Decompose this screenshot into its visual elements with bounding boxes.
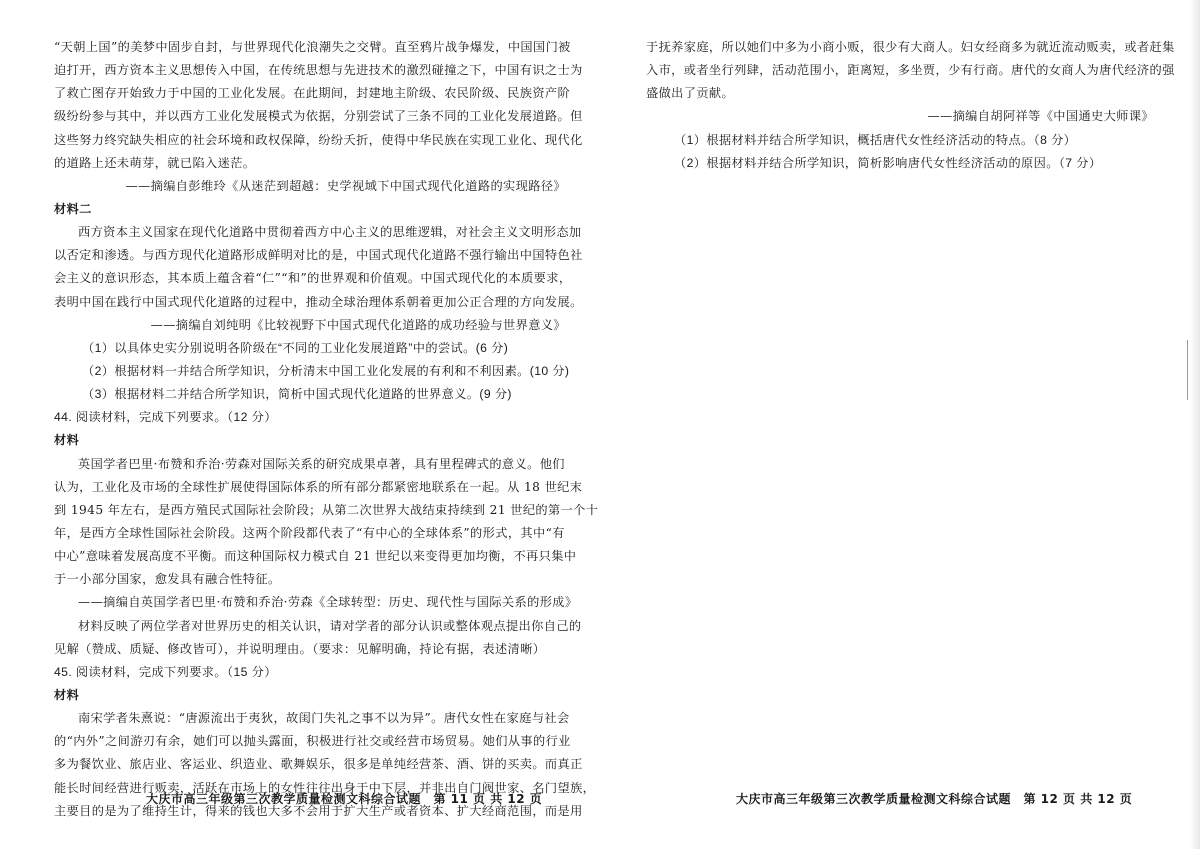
question-44-material-heading: 材料	[54, 433, 80, 448]
material1-line: “天朝上国”的美梦中固步自封，与世界现代化浪潮失之交臂。直至鸦片战争爆发，中国国门被	[54, 40, 571, 54]
q44-prompt-line: 材料反映了两位学者对世界历史的相关认识，请对学者的部分认识或整体观点提出你自己的	[78, 618, 582, 633]
material1-line: 的道路上还未萌芽，就已陷入迷茫。	[54, 155, 256, 170]
question-45-2: （2）根据材料并结合所学知识，简析影响唐代女性经济活动的原因。（7 分）	[674, 155, 1102, 170]
question-45-1: （1）根据材料并结合所学知识，概括唐代女性经济活动的特点。（8 分）	[674, 132, 1077, 147]
q45-material-line: 多为餐饮业、旅店业、客运业、织造业、歌舞娱乐，很多是单纯经营茶、酒、饼的买卖。而真正	[54, 757, 583, 772]
q45-material-line: 入市，或者坐行列肆，活动范围小，距离短，多坐贾，少有行商。唐代的女商人为唐代经济的强	[646, 63, 1175, 78]
material1-line: 级纷纷参与其中，并以西方工业化发展模式为依据，分别尝试了三条不同的工业化发展道路。但	[54, 109, 583, 124]
q44-material-line: 于一小部分国家，愈发具有融合性特征。	[54, 572, 281, 587]
material1-line: 这些努力终究缺失相应的社会环境和政权保障，纷纷夭折，使得中华民族在实现工业化、现代化	[54, 132, 583, 147]
q45-material-line: 盛做出了贡献。	[646, 86, 735, 101]
q44-prompt-line: 见解（赞成、质疑、修改皆可），并说明理由。（要求：见解明确，持论有据，表述清晰）	[54, 641, 546, 656]
material1-line: 迫打开，西方资本主义思想传入中国，在传统思想与先进技术的激烈碰撞之下，中国有识之士为	[54, 63, 583, 78]
material1-line: 了救亡图存开始致力于中国的工业化发展。在此期间，封建地主阶级、农民阶级、民族资产阶	[54, 86, 571, 101]
page-11-footer: 大庆市高三年级第三次教学质量检测文科综合试题 第 11 页 共 12 页	[146, 792, 543, 806]
material2-line: 表明中国在践行中国式现代化道路的过程中，推动全球治理体系朝着更加公正合理的方向发展。	[54, 294, 583, 309]
exam-page-12	[600, 0, 1200, 849]
material2-heading: 材料二	[54, 201, 92, 216]
q44-material-line: 中心”意味着发展高度不平衡。而这种国际权力模式自 21 世纪以来变得更加均衡，不再只集中	[54, 549, 577, 564]
q45-material-line: 能长时间经营进行贩卖，活跃在市场上的女性往往出身于中下层，并非出自门阀世家、名门望族，	[54, 780, 596, 795]
question-45-title: 45. 阅读材料，完成下列要求。（15 分）	[54, 664, 277, 679]
q45-material-line: 南宋学者朱熹说：“唐源流出于夷狄，故闺门失礼之事不以为异”。唐代女性在家庭与社会	[78, 711, 570, 726]
q44-material-line: 英国学者巴里·布赞和乔治·劳森对国际关系的研究成果卓著，具有里程碑式的意义。他们	[78, 456, 565, 471]
scan-edge-shadow	[1190, 0, 1200, 849]
q45-material-line: 主要目的是为了维持生计，得来的钱也大多不会用于扩大生产或者资本、扩大经商范围，而是用	[54, 803, 583, 818]
material1-source: ——摘编自彭维玲《从迷茫到超越：史学视域下中国式现代化道路的实现路径》	[125, 178, 566, 193]
material2-line: 西方资本主义国家在现代化道路中贯彻着西方中心主义的思维逻辑，对社会主义文明形态加	[78, 225, 582, 240]
q44-source: ——摘编自英国学者巴里·布赞和乔治·劳森《全球转型：历史、现代性与国际关系的形成》	[78, 595, 578, 610]
q44-material-line: 到 1945 年左右，是西方殖民式国际社会阶段；从第二次世界大战结束持续到 21 世纪的第一个十	[54, 502, 599, 517]
question-43-2: （2）根据材料一并结合所学知识，分析清末中国工业化发展的有利和不利因素。(10 分)	[82, 363, 570, 378]
page-11-body	[54, 36, 599, 823]
question-43-1: （1）以具体史实分别说明各阶级在“不同的工业化发展道路”中的尝试。(6 分)	[82, 340, 509, 355]
question-45-material-heading: 材料	[54, 687, 80, 702]
q45-source: ——摘编自胡阿祥等《中国通史大师课》	[927, 109, 1154, 124]
material2-line: 以否定和渗透。与西方现代化道路形成鲜明对比的是，中国式现代化道路不强行输出中国特色社	[54, 248, 583, 263]
page-12-body	[646, 36, 1175, 175]
q44-material-line: 认为，工业化及市场的全球性扩展使得国际体系的所有部分都紧密地联系在一起。从 18 世纪末	[54, 479, 583, 494]
question-43-3: （3）根据材料二并结合所学知识，简析中国式现代化道路的世界意义。(9 分)	[82, 387, 512, 402]
page-12-footer: 大庆市高三年级第三次教学质量检测文科综合试题 第 12 页 共 12 页	[736, 792, 1133, 806]
material2-source: ——摘编自刘纯明《比较视野下中国式现代化道路的成功经验与世界意义》	[150, 317, 566, 332]
q44-material-line: 年，是西方全球性国际社会阶段。这两个阶段都代表了“有中心的全球体系”的形式，其中“有	[54, 525, 565, 540]
scan-edge-mark	[1187, 340, 1188, 400]
material2-line: 会主义的意识形态，其本质上蕴含着“仁”“和”的世界观和价值观。中国式现代化的本质要求，	[54, 271, 572, 286]
question-44-title: 44. 阅读材料，完成下列要求。（12 分）	[54, 410, 277, 425]
q45-material-line: 于抚养家庭，所以她们中多为小商小贩，很少有大商人。妇女经商多为就近流动贩卖，或者赶集	[646, 40, 1175, 54]
q45-material-line: 的“内外”之间游刃有余，她们可以抛头露面，积极进行社交或经营市场贸易。她们从事的行业	[54, 734, 571, 749]
